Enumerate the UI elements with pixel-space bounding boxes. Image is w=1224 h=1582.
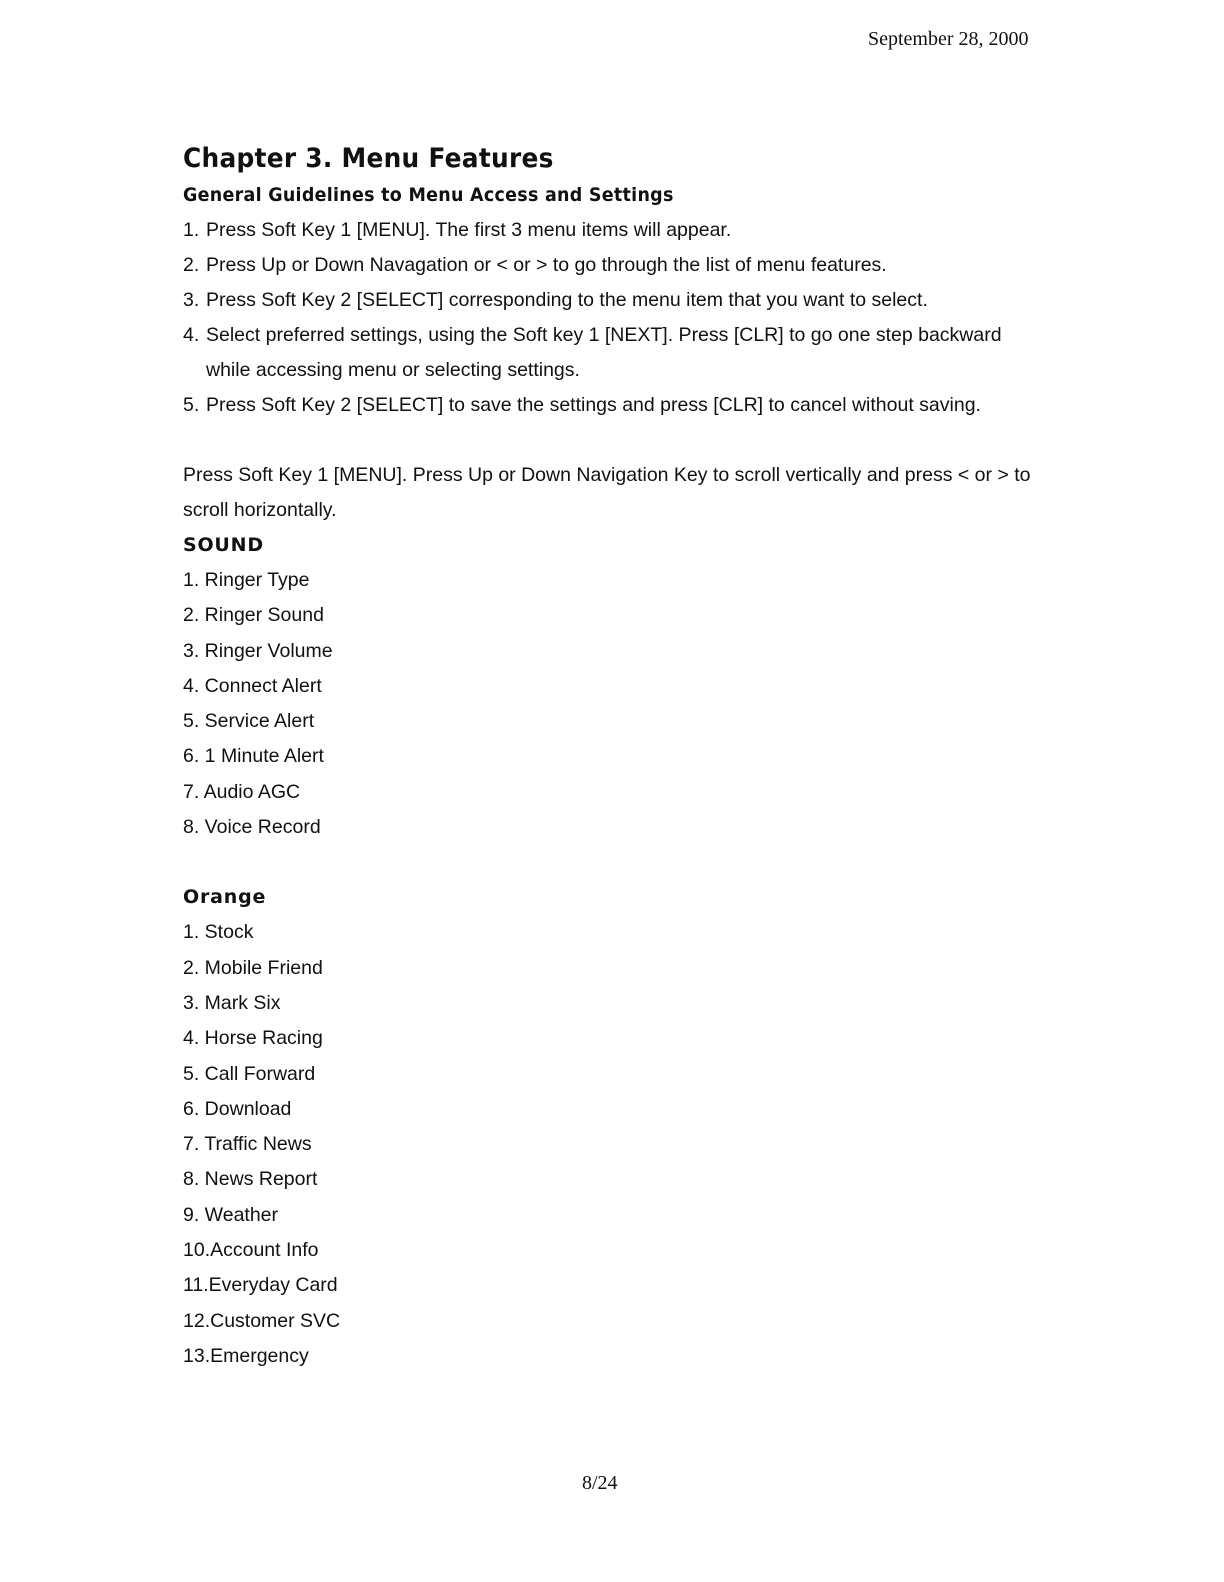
sound-item: 2. Ringer Sound: [183, 604, 324, 627]
orange-item: 9. Weather: [183, 1203, 279, 1226]
orange-heading: Orange: [183, 886, 267, 909]
orange-item: 3. Mark Six: [183, 991, 281, 1014]
step-number: 4.: [183, 324, 200, 346]
sound-item: 3. Ringer Volume: [183, 639, 333, 662]
orange-item: 2. Mobile Friend: [183, 956, 323, 979]
sound-item: 7. Audio AGC: [183, 780, 301, 803]
step-text: Press Soft Key 2 [SELECT] to save the settings and press [CLR] to cancel without saving.: [206, 394, 981, 416]
navigation-intro: Press Soft Key 1 [MENU]. Press Up or Down Navigation Key to scroll vertically and press < or > to scroll horizontally.: [183, 464, 1031, 521]
orange-menu-list: [183, 915, 1043, 1374]
sound-item: 5. Service Alert: [183, 710, 315, 733]
guidelines-steps: [183, 213, 1043, 423]
step-number: 2.: [183, 254, 200, 276]
sound-menu-list: [183, 563, 1043, 845]
step-text: Press Soft Key 1 [MENU]. The first 3 menu items will appear.: [206, 219, 732, 241]
step-text: Press Up or Down Navagation or < or > to go through the list of menu features.: [206, 254, 887, 276]
guideline-step: [183, 283, 1043, 318]
step-number: 5.: [183, 394, 200, 416]
page-number: 8/24: [582, 1472, 618, 1494]
orange-item: 4. Horse Racing: [183, 1027, 323, 1050]
guideline-step: [183, 248, 1043, 283]
spacer: [183, 845, 1043, 880]
orange-item: 5. Call Forward: [183, 1062, 316, 1085]
orange-item: 10.Account Info: [183, 1239, 319, 1262]
step-text: Press Soft Key 2 [SELECT] corresponding to the menu item that you want to select.: [206, 289, 928, 311]
step-text: Select preferred settings, using the Soft key 1 [NEXT]. Press [CLR] to go one step backward while accessing menu or selecting settings.: [206, 324, 1002, 381]
guideline-step: [183, 213, 1043, 248]
guideline-step: [183, 388, 1043, 423]
orange-item: 1. Stock: [183, 921, 254, 944]
guidelines-heading: General Guidelines to Menu Access and Settings: [183, 184, 674, 206]
orange-item: 12.Customer SVC: [183, 1309, 341, 1332]
orange-item: 6. Download: [183, 1097, 292, 1120]
spacer: [183, 423, 1043, 458]
sound-item: 8. Voice Record: [183, 816, 321, 839]
guideline-step: [183, 318, 1043, 388]
step-number: 1.: [183, 219, 200, 241]
sound-item: 6. 1 Minute Alert: [183, 745, 324, 768]
step-number: 3.: [183, 289, 200, 311]
chapter-title: Chapter 3. Menu Features: [183, 143, 554, 174]
sound-item: 4. Connect Alert: [183, 674, 322, 697]
page-date: September 28, 2000: [868, 28, 1029, 50]
page-content: [183, 140, 1043, 1374]
sound-heading: SOUND: [183, 534, 264, 556]
orange-item: 13.Emergency: [183, 1344, 309, 1367]
orange-item: 8. News Report: [183, 1168, 318, 1191]
orange-item: 7. Traffic News: [183, 1133, 312, 1156]
orange-item: 11.Everyday Card: [183, 1274, 338, 1297]
sound-item: 1. Ringer Type: [183, 569, 310, 591]
